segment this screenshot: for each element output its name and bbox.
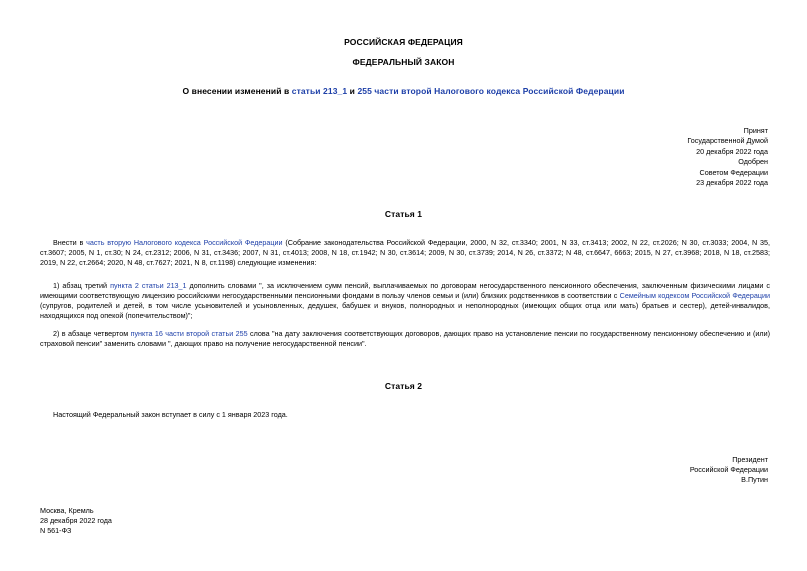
signature-title: Президент [732,455,768,464]
tax-code-part-two-link[interactable]: часть вторую Налогового кодекса Российской Федерации [86,238,283,247]
article-1-item-1 [40,281,770,321]
item-2-text-1: 2) в абзаце четвертом [53,329,131,338]
signature-organization: Российской Федерации [689,465,768,474]
signing-place: Москва, Кремль [40,506,94,515]
accepted-by: Государственной Думой [687,136,768,146]
article-2-text: Настоящий Федеральный закон вступает в силу с 1 января 2023 года. [53,410,288,419]
item-2-text-2: слова "на дату заключения соответствующих договоров, дающих право на установление пенсии по государственному пенсионному обеспечению и (или) страховой пенсии" заменить словами ", дающих право на получение негосударственной пенсии". [40,329,770,348]
approved-label: Одобрен [738,157,768,167]
law-number: N 561-ФЗ [40,526,72,535]
approved-date: 23 декабря 2022 года [696,178,768,188]
article-1-intro [40,238,770,268]
intro-text-1: Внести в [53,238,87,247]
item-1-text-1: 1) абзац третий [53,281,111,290]
title-text-1: О внесении изменений в [182,86,292,96]
family-code-link[interactable]: Семейным кодексом Российской Федерации [619,290,770,300]
signature-name: В.Путин [741,475,768,484]
accepted-label: Принят [743,126,768,135]
signature-block [690,455,768,485]
document-title [0,86,807,96]
article-2-heading: Статья 2 [384,381,423,391]
country-heading: РОССИЙСКАЯ ФЕДЕРАЦИЯ [344,37,463,47]
article-1-heading: Статья 1 [384,209,423,219]
accepted-date: 20 декабря 2022 года [696,146,768,156]
approved-by: Советом Федерации [699,167,768,177]
item-1-link-article-213-1[interactable]: пункта 2 статьи 213_1 [110,281,187,290]
place-date-block [40,506,112,536]
document-type-heading: ФЕДЕРАЛЬНЫЙ ЗАКОН [352,57,455,67]
intro-text-2: (Собрание законодательства Российской Федерации, 2000, N 32, ст.3340; 2001, N 33, ст.3413; 2002, N 22, ст.2026; N 30, ст.3033; 2004, N 35, ст.3607; 2005, N 1, ст.30; N 24, ст.2312; 2006, N 31, ст.3436; 2007, N 31, ст.4013; 2008, N 18, ст.1942; N 30, ст.3614; 2009, N 30, ст.3739; 2014, N 26, ст.3372; N 48, ст.6647, 6663; 2015, N 27, ст.3968; 2018, N 18, ст.2583; 2019, N 22, ст.2664; 2020, N 48, ст.7627; 2021, N 8, ст.1198) следующие изменения: [40,238,771,267]
article-1-item-2 [40,329,770,349]
item-1-text-2: дополнить словами ", за исключением сумм пенсий, выплачиваемых по договорам негосударственного пенсионного обеспечения, заключенным физическими лицами с имеющими соответствующую лицензию российскими негосударственными пенсионными фондами в пользу членов семьи и (или) близких родственников в соответствии с [40,281,771,300]
title-text-2: и [347,86,358,96]
title-link-article-213-1[interactable]: статьи 213_1 [291,86,348,96]
item-1-text-3: (супругов, родителей и детей, в том числе усыновителей и усыновленных, дедушек, бабушек и внуков, полнородных и неполнородных (имеющих общих отца или мать) братьев и сестер), детей-инвалидов, находящихся под опекой (попечительством)"; [40,300,770,320]
acceptance-block [568,126,768,188]
item-2-link-article-255[interactable]: пункта 16 части второй статьи 255 [130,329,248,338]
title-link-article-255[interactable]: 255 части второй Налогового кодекса Российской Федерации [357,86,625,96]
signing-date: 28 декабря 2022 года [40,516,112,525]
